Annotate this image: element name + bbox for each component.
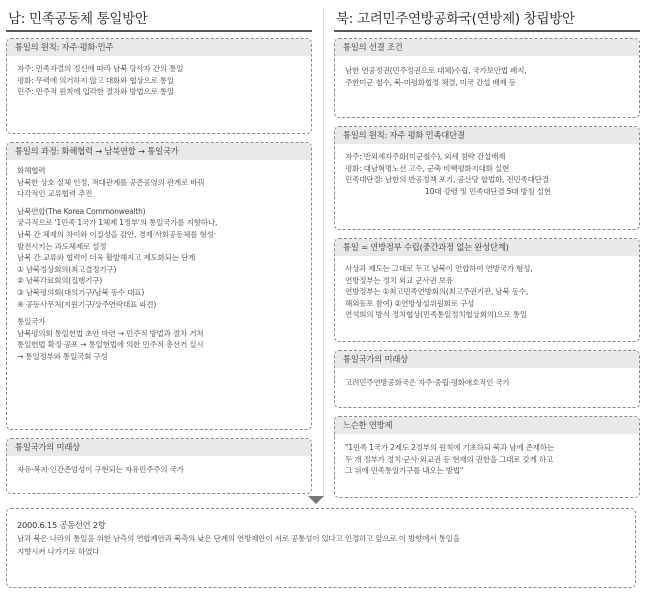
card-heading: 통일의 원칙: 자주·평화·민주 xyxy=(7,39,311,56)
card-line: 평화: 무력에 의거하지 않고 대화와 협상으로 통일 xyxy=(17,75,175,85)
card-line: ④ 공동사무처(지원기구/상주연락대표 파견) xyxy=(17,299,157,309)
south-process-card xyxy=(6,142,312,430)
card-line: 고려민주연방공화국은 자주·중립·평화애호적인 국가 xyxy=(345,378,510,387)
card-line: 연방정부는 정치 외교 군사권 보유 xyxy=(345,275,453,285)
card-heading: 통일 = 연방정부 수립(중간과정 없는 완성단계) xyxy=(335,239,639,256)
card-line: → 통일정부와 통일국회 구성 xyxy=(17,351,108,361)
south-plan-column xyxy=(6,8,312,38)
card-line: 통일헌법 확정·공포 → 통일헌법에 의한 민주적 총선거 실시 xyxy=(17,340,204,350)
card-line: 연방정부는 ①최고민족연방회의(최고주권기관, 남북 동수, xyxy=(345,287,529,297)
card-line: 자유·복지·인간존엄성이 구현되는 자유민주주의 국가 xyxy=(17,465,184,474)
card-line: "1민족 1국가 2제도 2정부의 원칙에 기초하되 북과 남에 존재하는 xyxy=(345,443,554,452)
card-heading: 통일국가의 미래상 xyxy=(335,351,639,368)
card-line: 통일국가 xyxy=(17,317,46,327)
card-line: 남북평의회 통일헌법 초안 마련 → 민주적 방법과 절차 거쳐 xyxy=(17,328,204,338)
declaration-title: 2000.6.15 공동선언 2항 xyxy=(17,520,106,530)
card-line: 10대 강령 및 민족대단결 5대 방침 실현 xyxy=(425,186,551,196)
north-vision-card xyxy=(334,350,640,408)
card-line: ① 남북정상회의(최고결정기구) xyxy=(17,264,117,274)
declaration-line: 남과 북은 나라의 통일을 위한 남측의 연합제안과 북측의 낮은 단계의 연방제안이 서로 공통성이 있다고 인정하고 앞으로 이 방향에서 통일을 xyxy=(17,534,460,543)
card-line: 남북한 상호 실체 인정, 적대관계를 공존공영의 관계로 바꿔 xyxy=(17,177,205,187)
card-line: ② 남북각료회의(집행기구) xyxy=(17,276,103,286)
card-line: 민주: 민주적 원칙에 입각한 절차와 방법으로 통일 xyxy=(17,87,175,97)
north-plan-column xyxy=(334,8,640,38)
column-divider xyxy=(323,8,324,498)
card-line: 궁극적으로 '1민족 1국가 1체제 1정부'의 통일국가를 지향하나, xyxy=(17,218,218,228)
south-plan-title: 남: 민족공동체 통일방안 xyxy=(8,11,148,27)
card-line: 민족대단결: 남한의 반공정책 포기, 공산당 합법화, 전민족대단결 xyxy=(345,175,549,185)
north-plan-title: 북: 고려민주연방공화국(연방제) 창립방안 xyxy=(336,11,575,27)
north-federation-card xyxy=(334,238,640,342)
card-line: 두 개 정부가 정치·군사·외교권 등 현재의 권한을 그대로 갖게 하고 xyxy=(345,454,554,464)
south-principle-card xyxy=(6,38,312,134)
card-line: 화해협력 xyxy=(17,166,46,175)
card-heading: 통일의 과정: 화해협력 → 남북연합 → 통일국가 xyxy=(7,143,311,160)
card-line: 남북 간 교류와 협력이 더욱 활발해지고 제도화되는 단계 xyxy=(17,253,196,263)
card-line: 사상과 제도는 그대로 두고 남북이 연합하여 연방국가 형성, xyxy=(345,264,533,273)
card-line: ③ 남북평의회(대의기구/남북 동수 대표) xyxy=(17,287,145,297)
card-line: 발전시키는 과도체제로 설정 xyxy=(17,241,107,251)
card-line: 그 위에 민족통일기구를 내오는 방법" xyxy=(345,466,464,476)
title-rule xyxy=(6,30,312,32)
card-line: 연석회의 방식 정치협상(민족통일정치협상회의)으로 통일 xyxy=(345,310,527,320)
card-line: 다각적인 교류협력 추진 xyxy=(17,189,93,199)
card-line: 남북 간 체제의 차이와 이질성을 감안, 경제·사회공동체를 형성· xyxy=(17,229,216,239)
card-line: 평화: 대남혁명노선 고수, 군축 비핵평화지대화 실현 xyxy=(345,163,510,173)
joint-declaration-box xyxy=(6,508,636,588)
card-line: 자주: 반외세자주화(미군철수), 외세 침략 간섭배제 xyxy=(345,152,506,161)
card-line: 자주: 민족자결의 정신에 따라 남북 당사자 간의 통일 xyxy=(17,64,184,73)
south-vision-card xyxy=(6,438,312,494)
card-line: 남한 연공정권(민주정권으로 대체)수립, 국가보안법 폐지, xyxy=(345,66,527,75)
declaration-line: 지향시켜 나가기로 하였다 xyxy=(17,547,100,556)
card-line: 남북연합(The Korea Commonwealth) xyxy=(17,206,146,216)
north-precondition-card xyxy=(334,38,640,118)
north-principle-card xyxy=(334,126,640,230)
card-line: 해외동포 참여) ②연방상설위원회로 구성 xyxy=(345,298,475,308)
loose-federation-card xyxy=(334,416,640,498)
card-heading: 통일의 원칙: 자주 평화 민족대단결 xyxy=(335,127,639,144)
card-line: 주한미군 철수, 북-미평화협정 체결, 미국 간섭 배제 등 xyxy=(345,77,516,87)
down-arrow-icon xyxy=(308,496,324,504)
card-heading: 통일국가의 미래상 xyxy=(7,439,311,456)
title-rule xyxy=(334,30,640,32)
card-heading: 느슨한 연방제 xyxy=(335,417,639,434)
card-heading: 통일의 선결 조건 xyxy=(335,39,639,56)
